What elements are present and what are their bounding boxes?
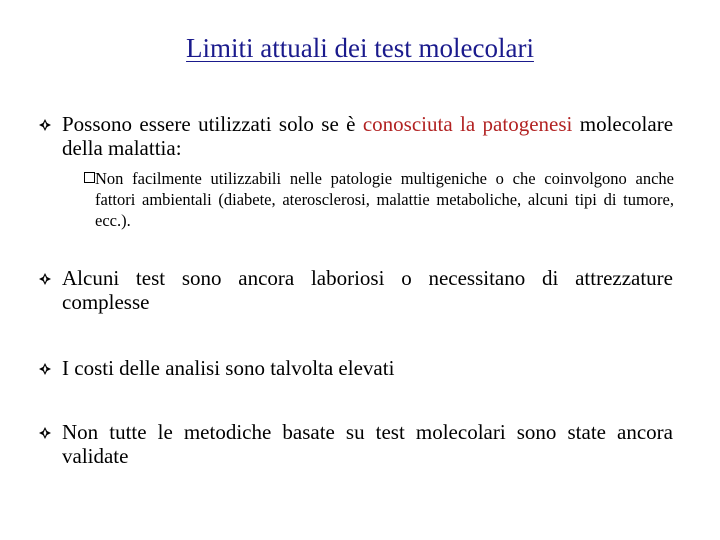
- bullet-item-2: [38, 266, 673, 314]
- diamond-bullet-icon: [38, 426, 52, 440]
- sub-bullet-item: [84, 168, 674, 231]
- diamond-bullet-icon: [38, 272, 52, 286]
- bullet-text-4: Non tutte le metodiche basate su test molecolari sono state ancora validate: [62, 420, 673, 468]
- bullet-text-2: Alcuni test sono ancora laboriosi o necessitano di attrezzature complesse: [62, 266, 673, 314]
- bullet-text-1-highlight: conosciuta la patogenesi: [362, 112, 573, 136]
- square-bullet-icon: [84, 172, 95, 183]
- bullet-text-1: [62, 112, 673, 160]
- bullet-text-1-before: Possono essere utilizzati solo se è: [62, 112, 363, 136]
- bullet-item-3: [38, 356, 673, 380]
- bullet-item-4: [38, 420, 673, 468]
- bullet-text-1-after: molecolare della malattia:: [62, 112, 674, 160]
- diamond-bullet-icon: [38, 362, 52, 376]
- bullet-text-3: I costi delle analisi sono talvolta elevati: [62, 356, 395, 380]
- slide-title: [0, 30, 720, 66]
- diamond-bullet-icon: [38, 118, 52, 132]
- bullet-item-1: [38, 112, 673, 160]
- slide-title-text: Limiti attuali dei test molecolari: [186, 33, 534, 63]
- sub-bullet-text: Non facilmente utilizzabili nelle patologie multigeniche o che coinvolgono anche fattori ambientali (diabete, aterosclerosi, malattie metaboliche, alcuni tipi di tumore, ecc.).: [95, 169, 674, 230]
